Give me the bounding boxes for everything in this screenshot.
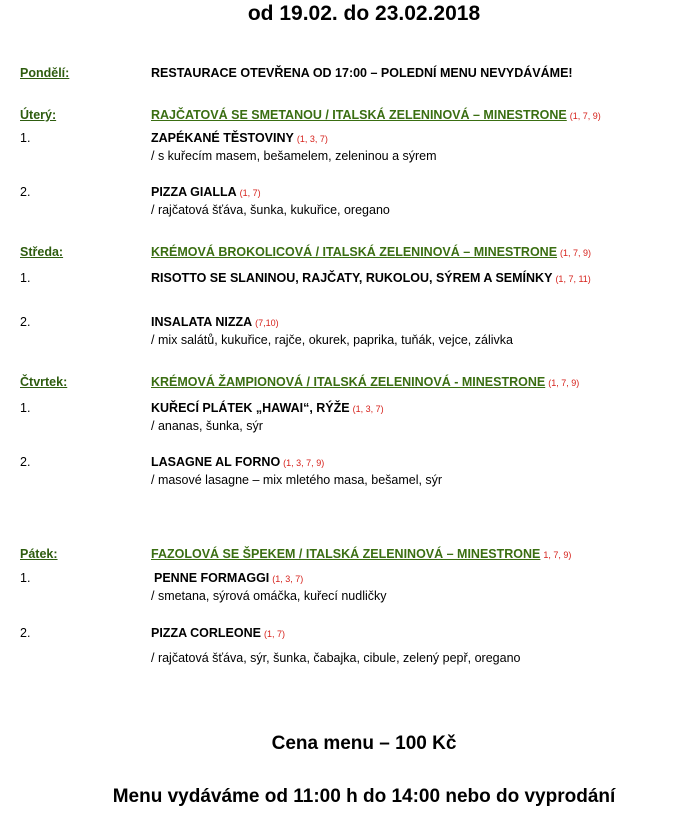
dish-number: 1. (20, 571, 31, 585)
wednesday-dish-2 (20, 312, 698, 332)
friday-soup-row (20, 544, 698, 564)
dish-name: RISOTTO SE SLANINOU, RAJČATY, RUKOLOU, SÝREM A SEMÍNKY (151, 271, 553, 285)
friday-dish-1-description-row (20, 586, 698, 606)
dish-allergens: (1, 3, 7) (272, 574, 304, 584)
dish-description: / rajčatová šťáva, šunka, kukuřice, oregano (151, 203, 390, 217)
tuesday-dish-2-description-row (20, 200, 698, 220)
thursday-soup-row (20, 372, 698, 392)
dish-name: PIZZA CORLEONE (151, 626, 261, 640)
day-label-thursday: Čtvrtek: (20, 375, 68, 389)
tuesday-dish-1 (20, 128, 698, 148)
tuesday-soup-allergens: (1, 7, 9) (569, 111, 601, 121)
dish-allergens: (1, 3, 7) (352, 404, 384, 414)
wednesday-soup: KRÉMOVÁ BROKOLICOVÁ / ITALSKÁ ZELENINOVÁ – MINESTRONE (151, 245, 558, 259)
dish-allergens: (1, 7) (239, 188, 261, 198)
dish-allergens: (7,10) (255, 318, 279, 328)
dish-description: / rajčatová šťáva, sýr, šunka, čabajka, cibule, zelený pepř, oregano (151, 651, 521, 665)
dish-allergens: (1, 7) (263, 629, 285, 639)
dish-name: ZAPÉKANÉ TĚSTOVINY (151, 131, 294, 145)
dish-number: 2. (20, 315, 31, 329)
friday-dish-1 (20, 568, 698, 588)
friday-dish-2-description-row (20, 648, 698, 668)
thursday-dish-1-description-row (20, 416, 698, 436)
menu-date-range-title: od 19.02. do 23.02.2018 (247, 2, 481, 25)
wednesday-soup-row (20, 242, 698, 262)
dish-number: 1. (20, 401, 31, 415)
dish-number: 1. (20, 271, 31, 285)
thursday-dish-2-description-row (20, 470, 698, 490)
dish-number: 1. (20, 131, 31, 145)
dish-name: PENNE FORMAGGI (154, 571, 270, 585)
dish-name: LASAGNE AL FORNO (151, 455, 281, 469)
tuesday-dish-1-description-row (20, 146, 698, 166)
day-label-tuesday: Úterý: (20, 108, 57, 122)
thursday-soup: KRÉMOVÁ ŽAMPIONOVÁ / ITALSKÁ ZELENINOVÁ - MINESTRONE (151, 375, 546, 389)
friday-soup-allergens: 1, 7, 9) (543, 550, 572, 560)
dish-description: / smetana, sýrová omáčka, kuřecí nudličky (151, 589, 387, 603)
dish-name: PIZZA GIALLA (151, 185, 237, 199)
dish-description: / ananas, šunka, sýr (151, 419, 263, 433)
dish-allergens: (1, 3, 7, 9) (283, 458, 325, 468)
dish-description: / s kuřecím masem, bešamelem, zeleninou a sýrem (151, 149, 437, 163)
serving-hours: Menu vydáváme od 11:00 h do 14:00 nebo do vyprodání (112, 786, 616, 807)
thursday-soup-allergens: (1, 7, 9) (548, 378, 580, 388)
tuesday-soup-row (20, 105, 698, 125)
thursday-dish-2 (20, 452, 698, 472)
day-label-monday: Pondělí: (20, 66, 70, 80)
friday-dish-2 (20, 623, 698, 643)
dish-number: 2. (20, 455, 31, 469)
wednesday-soup-allergens: (1, 7, 9) (560, 248, 592, 258)
wednesday-dish-1 (20, 268, 698, 288)
thursday-dish-1 (20, 398, 698, 418)
dish-name: INSALATA NIZZA (151, 315, 253, 329)
dish-name: KUŘECÍ PLÁTEK „HAWAI“, RÝŽE (151, 401, 350, 415)
menu-price: Cena menu – 100 Kč (271, 733, 457, 754)
dish-allergens: (1, 7, 11) (555, 274, 591, 284)
monday-notice: RESTAURACE OTEVŘENA OD 17:00 – POLEDNÍ MENU NEVYDÁVÁME! (151, 66, 573, 80)
dish-allergens: (1, 3, 7) (296, 134, 328, 144)
wednesday-dish-2-description-row (20, 330, 698, 350)
dish-description: / mix salátů, kukuřice, rajče, okurek, paprika, tuňák, vejce, zálivka (151, 333, 513, 347)
monday-row (20, 63, 698, 83)
tuesday-dish-2 (20, 182, 698, 202)
dish-number: 2. (20, 185, 31, 199)
day-label-friday: Pátek: (20, 547, 58, 561)
friday-soup: FAZOLOVÁ SE ŠPEKEM / ITALSKÁ ZELENINOVÁ – MINESTRONE (151, 547, 541, 561)
dish-description: / masové lasagne – mix mletého masa, bešamel, sýr (151, 473, 443, 487)
day-label-wednesday: Středa: (20, 245, 64, 259)
tuesday-soup: RAJČATOVÁ SE SMETANOU / ITALSKÁ ZELENINOVÁ – MINESTRONE (151, 108, 567, 122)
dish-number: 2. (20, 626, 31, 640)
